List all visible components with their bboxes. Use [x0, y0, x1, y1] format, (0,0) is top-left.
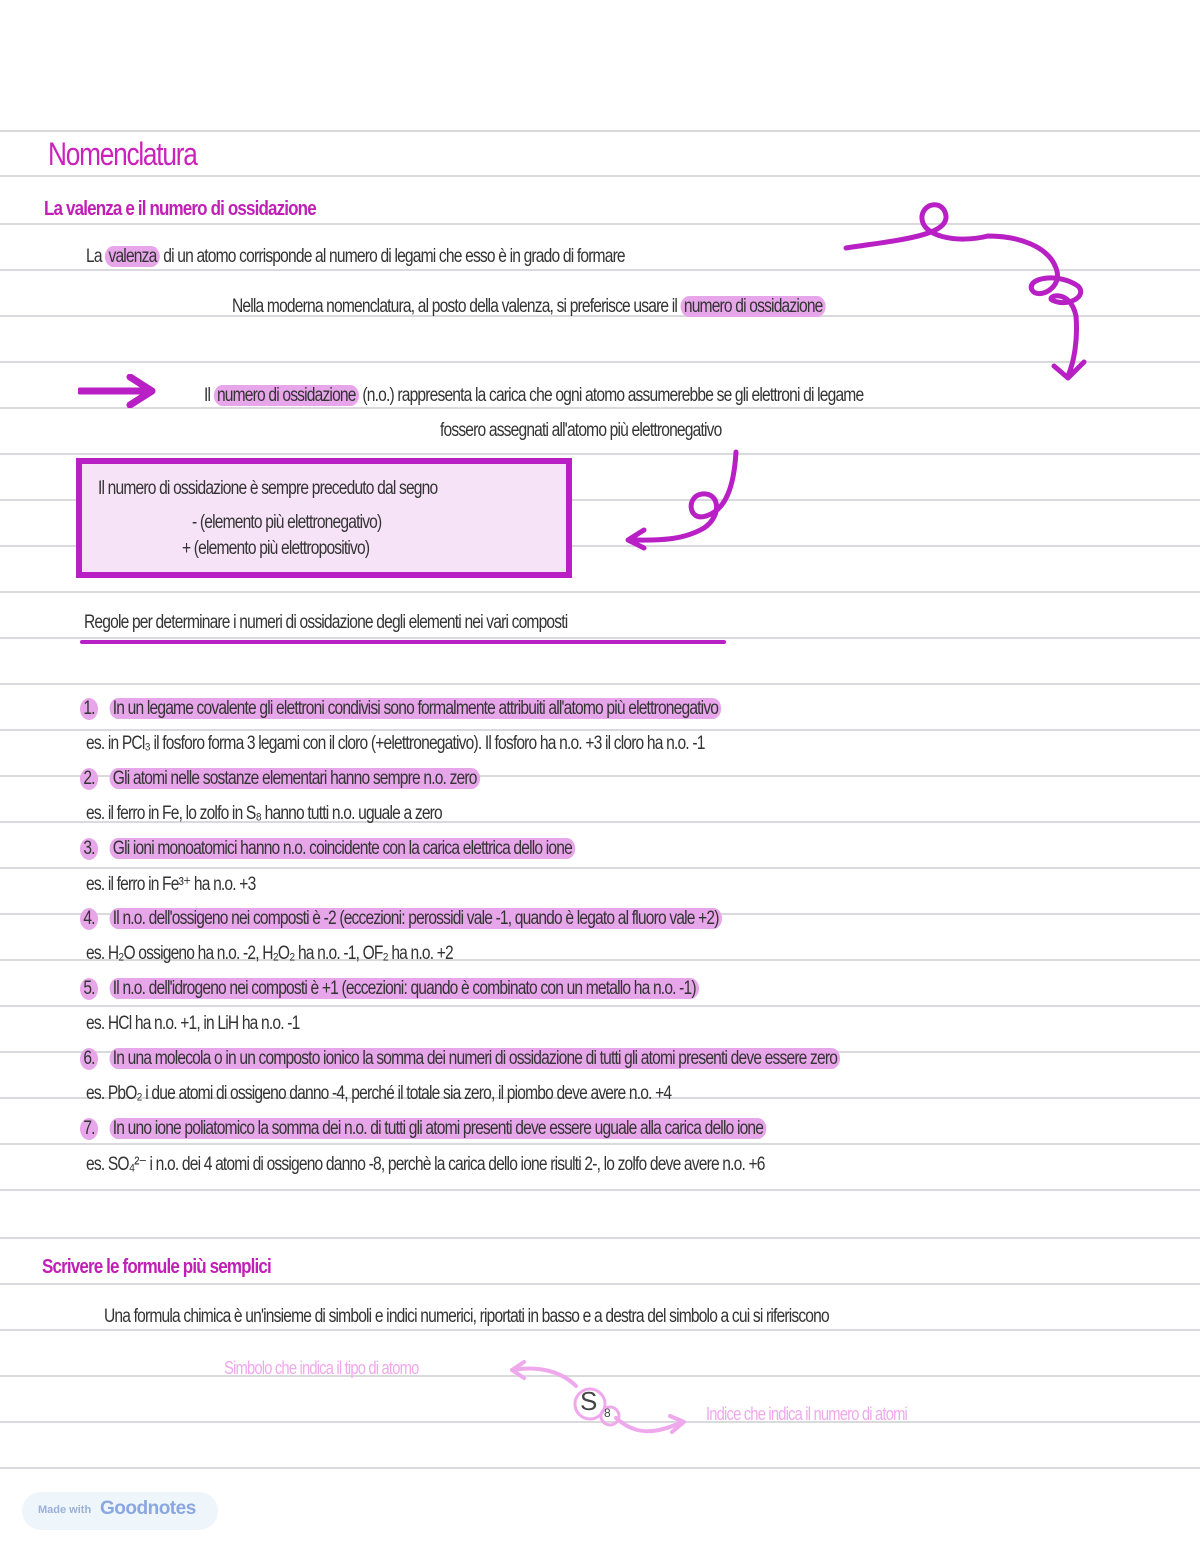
rule-example: es. HCl ha n.o. +1, in LiH ha n.o. -1 — [86, 1013, 300, 1034]
rule-item — [80, 908, 722, 930]
paragraph-moderna-nomenclatura — [232, 296, 826, 318]
section-heading-valenza: La valenza e il numero di ossidazione — [44, 198, 316, 220]
rule-text: Gli atomi nelle sostanze elementari hanno sempre n.o. zero — [110, 768, 480, 789]
rule-item — [80, 838, 575, 860]
note-box-line: - (elemento più elettronegativo) — [192, 512, 382, 533]
paragraph-valenza — [86, 246, 625, 268]
rule-text: Gli ioni monoatomici hanno n.o. coincidente con la carica elettrica dello ione — [110, 838, 576, 859]
text-fragment: Il — [204, 385, 214, 406]
rule-number: 2. — [80, 768, 98, 790]
curly-arrow-icon — [838, 196, 1098, 386]
paragraph-definizione-no-line2: fossero assegnati all'atomo più elettronegativo — [440, 420, 722, 441]
rule-item — [80, 1048, 840, 1070]
rule-example: es. SO₄²⁻ i n.o. dei 4 atomi di ossigeno danno -8, perchè la carica dello ione risulti 2-, lo zolfo deve avere n.o. +6 — [86, 1154, 765, 1175]
text-fragment: La — [86, 246, 106, 267]
rules-title-underline — [80, 640, 726, 644]
note-box-line: Il numero di ossidazione è sempre preceduto dal segno — [98, 478, 438, 499]
formula-symbol: S — [580, 1386, 598, 1416]
text-fragment: Nella moderna nomenclatura, al posto della valenza, si preferisce usare il — [232, 296, 681, 317]
rule-example: es. in PCl₃ il fosforo forma 3 legami con il cloro (+elettronegativo). Il fosforo ha n.o. +3 il cloro ha n.o. -1 — [86, 733, 705, 754]
highlight-numero-ossidazione: numero di ossidazione — [214, 385, 359, 406]
highlight-numero-ossidazione: numero di ossidazione — [681, 296, 826, 317]
text-fragment: (n.o.) rappresenta la carica che ogni atomo assumerebbe se gli elettroni di legame — [358, 385, 864, 406]
rule-item — [80, 768, 480, 790]
formula-index: 8 — [604, 1406, 611, 1420]
rules-title: Regole per determinare i numeri di ossidazione degli elementi nei vari composti — [84, 612, 568, 633]
highlight-valenza: valenza — [105, 246, 160, 267]
rule-item — [80, 978, 699, 1000]
rule-number: 3. — [80, 838, 98, 860]
rule-text: Il n.o. dell'ossigeno nei composti è -2 (eccezioni: perossidi vale -1, quando è legato al fluoro vale +2) — [110, 908, 722, 929]
badge-small-text: Made with — [38, 1504, 92, 1516]
rule-example: es. il ferro in Fe³⁺ ha n.o. +3 — [86, 874, 256, 895]
paragraph-definizione-no — [204, 385, 863, 407]
rule-number: 6. — [80, 1048, 98, 1070]
rule-text: In una molecola o in un composto ionico la somma dei numeri di ossidazione di tutti gli atomi presenti deve essere zero — [110, 1048, 841, 1069]
paragraph-formula-chimica: Una formula chimica è un'insieme di simboli e indici numerici, riportati in basso e a destra del simbolo a cui si riferiscono — [104, 1306, 829, 1327]
rule-example: es. PbO₂ i due atomi di ossigeno danno -4, perché il totale sia zero, il piombo deve avere n.o. +4 — [86, 1083, 672, 1104]
page-title: Nomenclatura — [48, 136, 197, 172]
rule-number: 4. — [80, 908, 98, 930]
section-heading-formule: Scrivere le formule più semplici — [42, 1256, 271, 1278]
rule-example: es. il ferro in Fe, lo zolfo in S₈ hanno tutti n.o. uguale a zero — [86, 803, 442, 824]
rule-example: es. H₂O ossigeno ha n.o. -2, H₂O₂ ha n.o. -1, OF₂ ha n.o. +2 — [86, 943, 453, 964]
made-with-goodnotes-badge[interactable] — [22, 1492, 218, 1530]
label-indice: Indice che indica il numero di atomi — [706, 1404, 908, 1424]
loop-arrow-icon — [616, 446, 756, 556]
rule-item — [80, 698, 721, 720]
note-box-line: + (elemento più elettropositivo) — [182, 538, 370, 559]
rule-number: 5. — [80, 978, 98, 1000]
badge-brand-text: Goodnotes — [100, 1498, 196, 1519]
rule-text: Il n.o. dell'idrogeno nei composti è +1 (eccezioni: quando è combinato con un metallo ha n.o. -1) — [110, 978, 700, 999]
formula-diagram-arrows — [506, 1356, 696, 1440]
text-fragment: di un atomo corrisponde al numero di legami che esso è in grado di formare — [159, 246, 625, 267]
right-arrow-icon — [78, 374, 158, 408]
rule-number: 1. — [80, 698, 98, 720]
note-box-segno — [76, 458, 572, 578]
rule-text: In un legame covalente gli elettroni condivisi sono formalmente attribuiti all'atomo più elettronegativo — [110, 698, 722, 719]
rule-number: 7. — [80, 1118, 98, 1140]
label-simbolo: Simbolo che indica il tipo di atomo — [224, 1358, 419, 1378]
rule-text: In uno ione poliatomico la somma dei n.o. di tutti gli atomi presenti deve essere uguale alla carica dello ione — [110, 1118, 767, 1139]
rule-item — [80, 1118, 766, 1140]
